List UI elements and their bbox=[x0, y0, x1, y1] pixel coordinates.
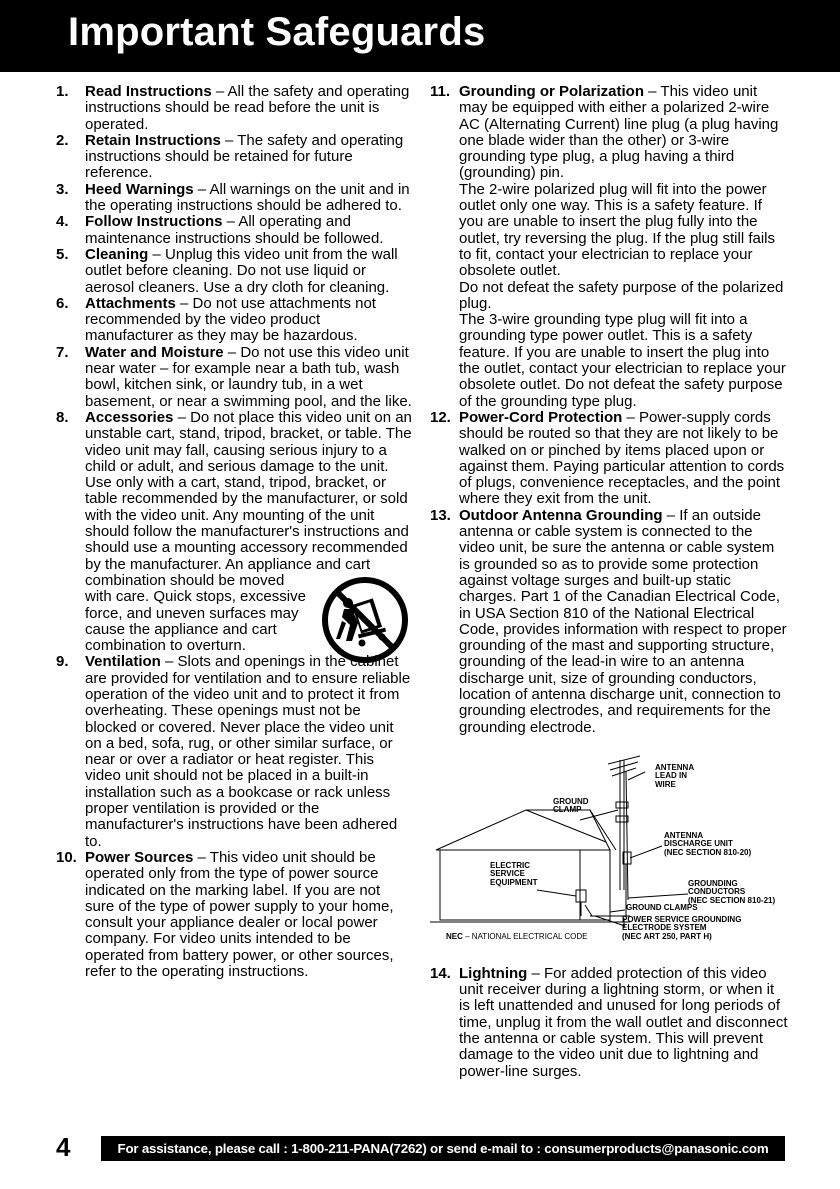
item-paragraph: The 3-wire grounding type plug will fit into a grounding type power outlet. This is a safety feature. If you are unable to insert the plug into the outlet, contact your electrician to replace your obsolete outlet. Do not defeat the safety purpose of the grounding type plug. bbox=[459, 311, 786, 410]
label-grounding-conductors: GROUNDING CONDUCTORS (NEC SECTION 810-21) bbox=[688, 878, 776, 905]
label-antenna-discharge-unit: ANTENNA DISCHARGE UNIT (NEC SECTION 810-20) bbox=[664, 830, 752, 857]
safeguard-item-5: 5. Cleaning – Unplug this video unit from the wall outlet before cleaning. Do not use liquid or aerosol cleaners. Use a dry cloth for cleaning. bbox=[56, 245, 398, 296]
item-text: – The safety and operating instructions should be retained for future reference. bbox=[85, 131, 404, 182]
item-title: Accessories bbox=[85, 408, 174, 426]
item-title: Outdoor Antenna Grounding bbox=[459, 506, 663, 524]
safeguard-item-8: 8. Accessories – Do not place this video unit on an unstable cart, stand, tripod, bracket, or table. The video unit may fall, causing serious injury to a child or adult, and serious damage to the unit. Use only with a cart, stand, tripod, bracket, or table recommended by the manufacturer, or sold with the video unit. Any mounting of the unit should follow the manufacturer's instructions and should use a mounting accessory recommended by the manufacturer. An appliance and cart combination should be moved with care. Quick stops, excessive force, and uneven surfaces may cause the appliance and cart combination to overturn. bbox=[56, 410, 412, 654]
cart-warning-block bbox=[85, 573, 412, 654]
item-title: Retain Instructions bbox=[85, 131, 221, 149]
item-text: – Power-supply cords should be routed so that they are not likely to be walked on or pinched by items placed upon or against them. Paying particular attention to cords of plugs, convenience receptacles, and the point where they exit from the unit. bbox=[459, 408, 785, 508]
safeguard-item-1: 1. Read Instructions – All the safety and operating instructions should be read before the unit is operated. bbox=[56, 83, 410, 133]
page-number: 4 bbox=[56, 1132, 71, 1162]
item-text: – This video unit should be operated only from the type of power source indicated on the marking label. If you are not sure of the type of power supply to your home, consult your appliance dealer or local power company. For video units intended to be operated from battery power, or other sources, refer to the operating instructions. bbox=[85, 848, 394, 981]
item-title: Power Sources bbox=[85, 848, 194, 866]
safeguard-item-12: 12. Power-Cord Protection – Power-supply cords should be routed so that they are not likely to be walked on or pinched by items placed upon or against them. Paying particular attention to cords of plugs, convenience receptacles, and the point where they exit from the unit. bbox=[430, 408, 785, 508]
safeguard-item-14: 14. Lightning – For added protection of this video unit receiver during a lightning storm, or when it is left unattended and unused for long periods of time, unplug it from the wall outlet and disconnect the antenna or cable system. This will prevent damage to the video unit due to lightning and power-line surges. bbox=[430, 964, 788, 1080]
label-ground-clamp: GROUND CLAMP bbox=[553, 796, 589, 815]
cart-tip-over-warning-icon bbox=[322, 577, 408, 663]
item-text: – All operating and maintenance instructions should be followed. bbox=[85, 213, 384, 247]
item-title: Attachments bbox=[85, 294, 176, 312]
item-paragraph: The 2-wire polarized plug will fit into the power outlet only one way. This is a safety feature. If you are unable to insert the plug fully into the outlet, try reversing the plug. If the plug still fails to fit, contact your electrician to replace your obsolete outlet. bbox=[459, 180, 775, 280]
item-text: – Do not use this video unit near water – for example near a bath tub, wash bowl, kitchen sink, or laundry tub, in a wet basement, or near a swimming pool, and the like. bbox=[85, 343, 412, 410]
safeguard-item-3: 3. Heed Warnings – All warnings on the unit and in the operating instructions should be adhered to. bbox=[56, 180, 410, 215]
assistance-banner: For assistance, please call : 1-800-211-PANA(7262) or send e-mail to : consumerproducts@panasonic.com bbox=[101, 1136, 785, 1161]
safeguard-item-2: 2. Retain Instructions – The safety and operating instructions should be retained for future reference. bbox=[56, 131, 404, 182]
safeguard-item-9: 9. Ventilation – Slots and openings in the cabinet are provided for ventilation and to ensure reliable operation of the video unit and to protect it from overheating. These openings must not be blocked or covered. Never place the video unit on a bed, sofa, rug, or other similar surface, or near or over a radiator or heat register. This video unit should not be placed in a built-in installation such as a bookcase or rack unless proper ventilation is provided or the manufacturer's instructions have been adhered to. bbox=[56, 653, 411, 850]
label-electric-service-equipment: ELECTRIC SERVICE EQUIPMENT bbox=[490, 860, 538, 887]
safeguard-item-13: 13. Outdoor Antenna Grounding – If an outside antenna or cable system is connected to the video unit, be sure the antenna or cable system is grounded so as to provide some protection against voltage surges and built-up static charges. Part 1 of the Canadian Electrical Code, in USA Section 810 of the National Electrical Code, provides information with respect to proper grounding of the mast and supporting structure, grounding of the lead-in wire to an antenna discharge unit, size of grounding conductors, location of antenna discharge unit, connection to grounding electrodes, and requirements for the grounding electrode. bbox=[430, 506, 787, 736]
page-header bbox=[0, 0, 840, 72]
item-text: – Do not place this video unit on an unstable cart, stand, tripod, bracket, or table. The video unit may fall, causing serious injury to a child or adult, and serious damage to the unit. Use only with a cart, stand, tripod, bracket, or table recommended by the manufacturer, or sold with the video unit. Any mounting of the unit should follow the manufacturer's instructions and should use a mounting accessory recommended by the manufacturer. An appliance and cart bbox=[85, 408, 412, 573]
item-title: Power-Cord Protection bbox=[459, 408, 623, 426]
item-title: Cleaning bbox=[85, 245, 149, 263]
page-title: Important Safeguards bbox=[68, 10, 486, 54]
item-title: Water and Moisture bbox=[85, 343, 224, 361]
item-text: – All the safety and operating instructions should be read before the unit is operated. bbox=[85, 83, 410, 133]
item-text: – For added protection of this video unit receiver during a lightning storm, or when it is left unattended and unused for long periods of time, unplug it from the wall outlet and disconnect the antenna or cable system. This will prevent damage to the video unit due to lightning and power-line surges. bbox=[459, 964, 788, 1080]
safeguard-item-7: 7. Water and Moisture – Do not use this video unit near water – for example near a bath tub, wash bowl, kitchen sink, or laundry tub, in a wet basement, or near a swimming pool, and the like. bbox=[56, 343, 412, 410]
item-text: – All warnings on the unit and in the operating instructions should be adhered to. bbox=[85, 180, 410, 215]
right-column bbox=[430, 84, 788, 1080]
left-column bbox=[56, 84, 412, 980]
item-title: Lightning bbox=[459, 964, 528, 982]
label-power-service-grounding: POWER SERVICE GROUNDING ELECTRODE SYSTEM (NEC ART 250, PART H) bbox=[622, 914, 742, 941]
label-ground-clamps: GROUND CLAMPS bbox=[626, 902, 698, 912]
safeguard-item-11: 11. Grounding or Polarization – This video unit may be equipped with either a polarized 2-wire AC (Alternating Current) line plug (a plug having one blade wider than the other) or 3-wire grounding type plug, a plug having a third (grounding) pin. The 2-wire polarized plug will fit into the power outlet only one way. This is a safety feature. If you are unable to insert the plug fully into the outlet, try reversing the plug. If the plug still fails to fit, contact your electrician to replace your obsolete outlet. Do not defeat the safety purpose of the polarized plug. The 3-wire grounding type plug will fit into a grounding type power outlet. This is a safety feature. If you are unable to insert the plug into the outlet, contact your electrician to replace your obsolete outlet. Do not defeat the safety purpose of the grounding type plug. bbox=[430, 84, 788, 410]
item-text: – Do not use attachments not recommended by the video product manufacturer as they may be hazardous. bbox=[85, 294, 376, 345]
item-title: Follow Instructions bbox=[85, 213, 223, 231]
item-title: Heed Warnings bbox=[85, 180, 194, 198]
item-text-continued: combination should be moved with care. Quick stops, excessive force, and uneven surfaces may cause the appliance and cart combination to overturn. bbox=[85, 571, 306, 655]
safeguard-item-6: 6. Attachments – Do not use attachments not recommended by the video product manufacturer as they may be hazardous. bbox=[56, 294, 376, 345]
item-text: – Slots and openings in the cabinet are provided for ventilation and to ensure reliable operation of the video unit and to protect it from overheating. These openings must not be blocked or covered. Never place the video unit on a bed, sofa, rug, or other similar surface, or near or over a radiator or heat register. This video unit should not be placed in a built-in installation such as a bookcase or rack unless proper ventilation is provided or the manufacturer's instructions have been adhered to. bbox=[85, 653, 411, 850]
item-text: – This video unit may be equipped with either a polarized 2-wire AC (Alternating Current) line plug (a plug having one blade wider than the other) or 3-wire grounding type plug, a plug having a third (grounding) pin. bbox=[459, 83, 779, 182]
safeguard-item-4: 4. Follow Instructions – All operating and maintenance instructions should be followed. bbox=[56, 213, 384, 247]
item-text: – If an outside antenna or cable system is connected to the video unit, be sure the antenna or cable system is grounded so as to provide some protection against voltage surges and built-up static charges. Part 1 of the Canadian Electrical Code, in USA Section 810 of the National Electrical Code, provides information with respect to proper grounding of the mast and supporting structure, grounding of the lead-in wire to an antenna discharge unit, size of grounding conductors, location of antenna discharge unit, connection to grounding electrodes, and requirements for the grounding electrode. bbox=[459, 506, 787, 736]
antenna-grounding-diagram bbox=[430, 750, 788, 950]
safeguard-item-10: 10. Power Sources – This video unit should be operated only from the type of power source indicated on the marking label. If you are not sure of the type of power supply to your home, consult your appliance dealer or local power company. For video units intended to be operated from battery power, or other sources, refer to the operating instructions. bbox=[56, 848, 394, 981]
label-antenna-lead-in: ANTENNA LEAD IN WIRE bbox=[655, 762, 695, 789]
item-paragraph: Do not defeat the safety purpose of the polarized plug. bbox=[459, 278, 784, 312]
item-text: – Unplug this video unit from the wall outlet before cleaning. Do not use liquid or aerosol cleaners. Use a dry cloth for cleaning. bbox=[85, 245, 398, 296]
item-title: Read Instructions bbox=[85, 83, 212, 100]
item-title: Ventilation bbox=[85, 653, 161, 671]
label-nec-legend: NEC – NATIONAL ELECTRICAL CODE bbox=[446, 931, 588, 941]
item-title: Grounding or Polarization bbox=[459, 83, 644, 100]
